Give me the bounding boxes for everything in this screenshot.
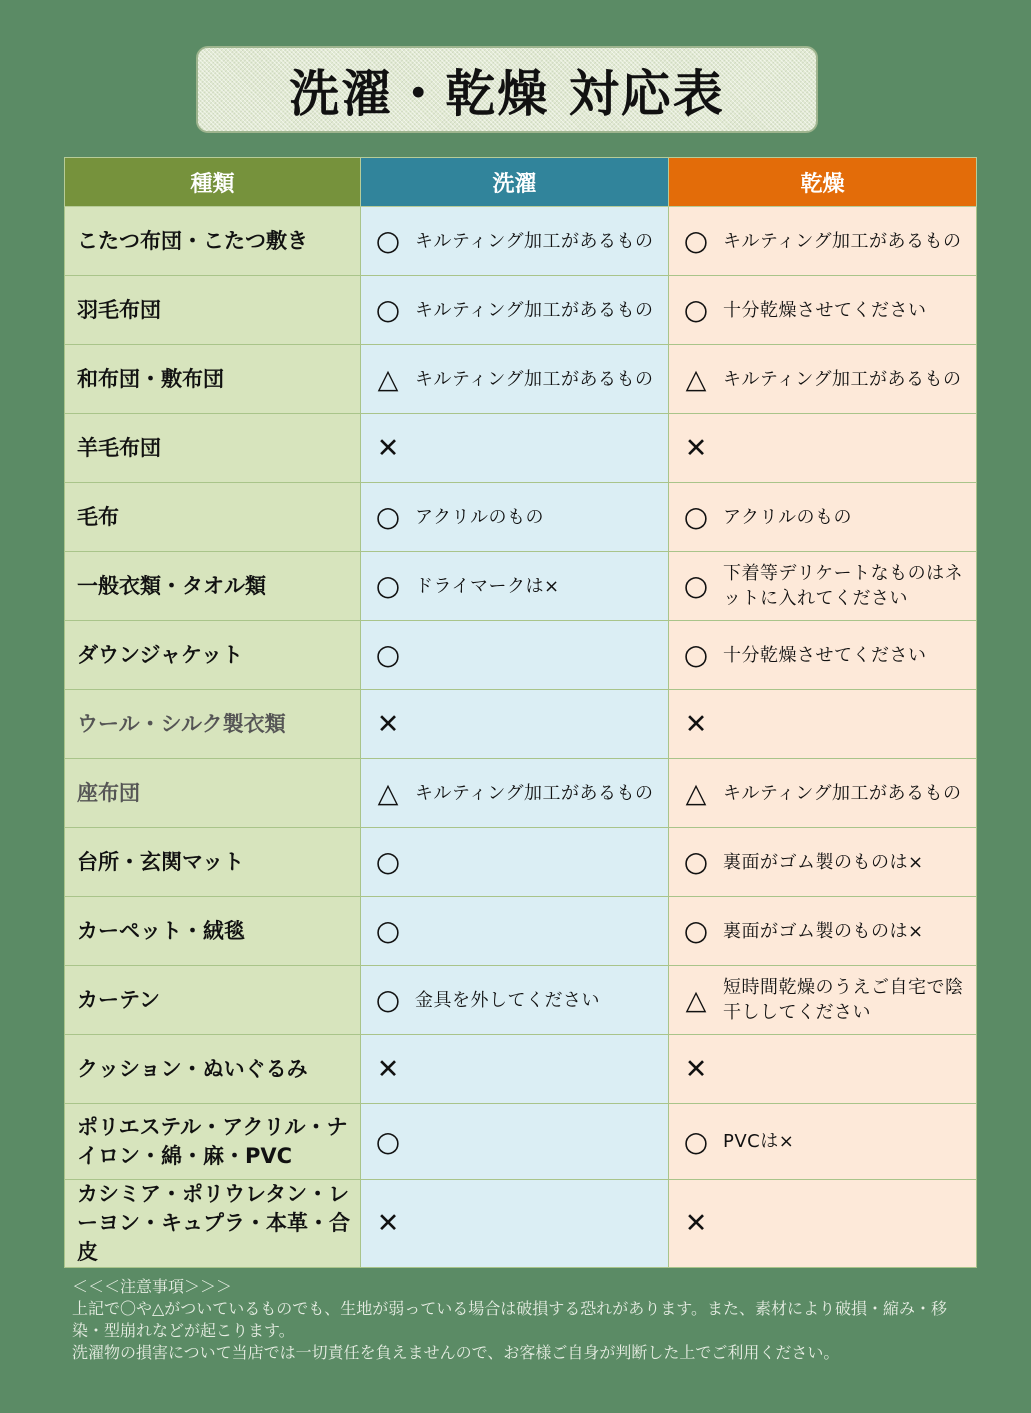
dry-cell: [669, 690, 977, 759]
table-row: [65, 690, 977, 759]
wash-cell: [361, 207, 669, 276]
item-type: 毛布: [65, 483, 361, 552]
item-type: 羊毛布団: [65, 414, 361, 483]
compatibility-table: [64, 157, 977, 1268]
header-type: 種類: [65, 158, 361, 207]
dry-cell: [669, 414, 977, 483]
item-type: 座布団: [65, 759, 361, 828]
wash-note: ドライマークは×: [415, 575, 560, 597]
dry-symbol: ○: [683, 293, 709, 326]
dry-note: キルティング加工があるもの: [723, 368, 962, 390]
item-type: カーペット・絨毯: [65, 897, 361, 966]
dry-cell: [669, 1180, 977, 1268]
dry-cell: [669, 345, 977, 414]
wash-note: キルティング加工があるもの: [415, 368, 654, 390]
dry-note: PVCは×: [723, 1131, 795, 1152]
header-row: [65, 158, 977, 207]
table-row: [65, 966, 977, 1035]
item-type: ポリエステル・アクリル・ナイロン・綿・麻・PVC: [65, 1104, 361, 1180]
wash-cell: [361, 759, 669, 828]
dry-symbol: ○: [683, 224, 709, 257]
table-row: [65, 1035, 977, 1104]
dry-cell: [669, 207, 977, 276]
wash-symbol: ○: [375, 914, 401, 947]
notes-line-2: 洗濯物の損害について当店では一切責任を負えませんので、お客様ご自身が判断した上でご利用ください。: [72, 1343, 840, 1362]
table-row: [65, 552, 977, 621]
wash-cell: [361, 1035, 669, 1104]
wash-symbol: ✕: [376, 432, 400, 464]
dry-symbol: △: [685, 363, 707, 395]
table-row: [65, 897, 977, 966]
caution-notes: [72, 1276, 972, 1364]
title-banner: [196, 46, 818, 133]
dry-cell: [669, 897, 977, 966]
header-dry: 乾燥: [669, 158, 977, 207]
wash-note: アクリルのもの: [415, 506, 544, 528]
dry-symbol: ○: [683, 914, 709, 947]
dry-symbol: ✕: [684, 1053, 708, 1085]
wash-symbol: ○: [375, 983, 401, 1016]
wash-symbol: ✕: [376, 1208, 400, 1239]
dry-cell: [669, 483, 977, 552]
dry-note: 裏面がゴム製のものは×: [723, 920, 924, 942]
dry-cell: [669, 621, 977, 690]
item-type: ダウンジャケット: [65, 621, 361, 690]
dry-symbol: ○: [683, 845, 709, 878]
wash-symbol: ✕: [376, 708, 400, 740]
wash-cell: [361, 276, 669, 345]
wash-symbol: △: [377, 777, 399, 809]
wash-cell: [361, 414, 669, 483]
dry-symbol: ✕: [684, 432, 708, 464]
dry-symbol: ✕: [684, 708, 708, 740]
wash-cell: [361, 483, 669, 552]
dry-symbol: ○: [683, 500, 709, 533]
wash-cell: [361, 690, 669, 759]
wash-cell: [361, 897, 669, 966]
table-row: [65, 483, 977, 552]
wash-symbol: ○: [375, 500, 401, 533]
item-type: 羽毛布団: [65, 276, 361, 345]
table-row: [65, 414, 977, 483]
table-row: [65, 345, 977, 414]
table-row: [65, 207, 977, 276]
item-type: クッション・ぬいぐるみ: [65, 1035, 361, 1104]
item-type: カシミア・ポリウレタン・レーヨン・キュプラ・本革・合皮: [65, 1180, 361, 1268]
page-title: 洗濯・乾燥 対応表: [289, 64, 725, 123]
wash-cell: [361, 828, 669, 897]
item-type: 一般衣類・タオル類: [65, 552, 361, 621]
wash-cell: [361, 552, 669, 621]
table-row: [65, 1180, 977, 1268]
wash-cell: [361, 1180, 669, 1268]
wash-symbol: ○: [375, 569, 401, 602]
dry-cell: [669, 276, 977, 345]
wash-cell: [361, 345, 669, 414]
wash-symbol: ○: [375, 638, 401, 671]
dry-note: キルティング加工があるもの: [723, 782, 962, 804]
dry-symbol: △: [685, 777, 707, 809]
dry-symbol: ○: [683, 569, 709, 602]
wash-cell: [361, 966, 669, 1035]
wash-symbol: ○: [375, 224, 401, 257]
dry-symbol: ✕: [684, 1208, 708, 1239]
wash-symbol: ○: [375, 1124, 401, 1158]
dry-symbol: ○: [683, 638, 709, 671]
wash-note: キルティング加工があるもの: [415, 782, 654, 804]
item-type: こたつ布団・こたつ敷き: [65, 207, 361, 276]
item-type: ウール・シルク製衣類: [65, 690, 361, 759]
table-row: [65, 759, 977, 828]
wash-symbol: ✕: [376, 1053, 400, 1085]
table-row: [65, 621, 977, 690]
wash-symbol: △: [377, 363, 399, 395]
dry-note: 下着等デリケートなものはネットに入れてください: [723, 563, 964, 609]
wash-note: キルティング加工があるもの: [415, 230, 654, 252]
wash-cell: [361, 1104, 669, 1180]
notes-heading: ＜＜＜注意事項＞＞＞: [72, 1277, 233, 1296]
dry-note: アクリルのもの: [723, 506, 852, 528]
wash-cell: [361, 621, 669, 690]
table-row: [65, 1104, 977, 1180]
dry-cell: [669, 552, 977, 621]
dry-note: 短時間乾燥のうえご自宅で陰干ししてください: [723, 977, 964, 1023]
dry-note: 十分乾燥させてください: [723, 644, 927, 666]
dry-symbol: △: [685, 984, 707, 1016]
wash-note: 金具を外してください: [415, 989, 600, 1011]
dry-cell: [669, 966, 977, 1035]
dry-cell: [669, 1104, 977, 1180]
wash-note: キルティング加工があるもの: [415, 299, 654, 321]
notes-line-1: 上記で〇や△がついているものでも、生地が弱っている場合は破損する恐れがあります。また、素材により破損・縮み・移染・型崩れなどが起こります。: [72, 1299, 948, 1340]
item-type: カーテン: [65, 966, 361, 1035]
header-wash: 洗濯: [361, 158, 669, 207]
dry-note: 十分乾燥させてください: [723, 299, 927, 321]
table-row: [65, 828, 977, 897]
wash-symbol: ○: [375, 293, 401, 326]
dry-cell: [669, 828, 977, 897]
item-type: 台所・玄関マット: [65, 828, 361, 897]
dry-symbol: ○: [683, 1124, 709, 1158]
dry-cell: [669, 759, 977, 828]
dry-note: キルティング加工があるもの: [723, 230, 962, 252]
dry-cell: [669, 1035, 977, 1104]
item-type: 和布団・敷布団: [65, 345, 361, 414]
table-row: [65, 276, 977, 345]
wash-symbol: ○: [375, 845, 401, 878]
dry-note: 裏面がゴム製のものは×: [723, 851, 924, 873]
